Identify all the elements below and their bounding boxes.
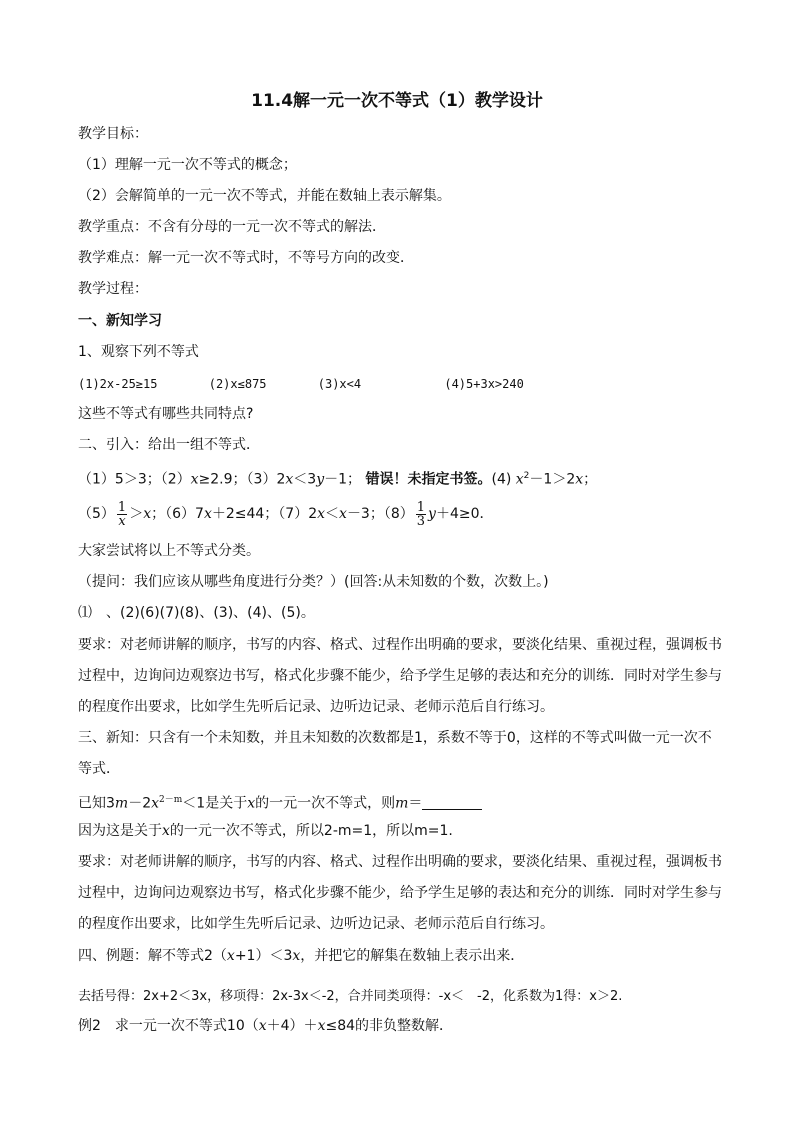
row1-text-a: （1）5＞3；（2） bbox=[78, 471, 191, 488]
groups-text: ⑴ 、(2)(6)(7)(8)、(3)、(4)、(5)。 bbox=[78, 605, 315, 621]
row1-text-k: －1＞2 bbox=[529, 471, 576, 488]
because-var-x: x bbox=[162, 823, 170, 839]
known-var-m2: m bbox=[395, 795, 409, 812]
solution-steps: 去括号得：2x+2＜3x，移项得：2x-3x＜-2，合并同类项得：-x＜ -2，化系数为1得：x＞2. bbox=[78, 989, 623, 1004]
inequality-row-1 bbox=[78, 466, 597, 490]
page-title: 11.4解一元一次不等式（1）教学设计 bbox=[251, 91, 543, 111]
requirement-2-line-1: 要求：对老师讲解的顺序，书写的内容、格式、过程作出明确的要求，要淡化结果、重视过程，强调板书 bbox=[78, 854, 722, 870]
fraction-1-denominator: x bbox=[118, 513, 126, 529]
known-text-a: 已知3 bbox=[78, 795, 115, 812]
known-var-m: m bbox=[114, 795, 129, 812]
key-point: 教学重点：不含有分母的一元一次不等式的解法． bbox=[78, 219, 386, 235]
requirement-2-line-2: 过程中，边询问边观察边书写，格式化步骤不能少，给予学生足够的表达和充分的训练．同时对学生参与 bbox=[78, 885, 722, 901]
row1-exponent: 2 bbox=[523, 471, 530, 481]
new-knowledge-line-2: 等式． bbox=[78, 761, 120, 777]
known-text-f: ＜1是关于 bbox=[182, 795, 248, 812]
inequality-list bbox=[78, 374, 524, 394]
row2-var-x4: x bbox=[339, 506, 347, 522]
row2-var-y: y bbox=[428, 506, 436, 522]
inequality-2: (2)x≤875 bbox=[208, 377, 267, 391]
inequality-4: (4)5+3x>240 bbox=[444, 377, 524, 391]
requirement-1-line-2: 过程中，边询问边观察边书写，格式化步骤不能少，给予学生足够的表达和充分的训练．同时对学生参与 bbox=[78, 668, 722, 684]
example-heading bbox=[78, 946, 524, 966]
row2-text-g: ＋2≤44；（7）2 bbox=[211, 506, 318, 522]
fraction-2-denominator: 3 bbox=[416, 513, 426, 529]
known-statement bbox=[78, 790, 482, 814]
fraction-2-numerator: 1 bbox=[416, 499, 426, 515]
intro-heading: 二、引入：给出一组不等式． bbox=[78, 437, 260, 453]
difficulty: 教学难点：解一元一次不等式时，不等号方向的改变． bbox=[78, 250, 414, 266]
row2-text-m: ＋4≥0． bbox=[435, 506, 494, 522]
example-text-a: 四、例题：解不等式2（ bbox=[78, 948, 227, 964]
row1-var-x: x bbox=[190, 471, 199, 488]
example2-text-c: ＋4）＋ bbox=[266, 1018, 318, 1034]
row2-text-d: ；（6）7 bbox=[151, 506, 204, 522]
process-heading: 教学过程： bbox=[78, 281, 148, 297]
example-text-c: +1）＜3 bbox=[234, 948, 293, 964]
row1-text-h: (4) bbox=[491, 471, 516, 488]
requirement-1-line-1: 要求：对老师讲解的顺序，书写的内容、格式、过程作出明确的要求，要淡化结果、重视过程，强调板书 bbox=[78, 637, 722, 653]
known-var-x2: x bbox=[247, 795, 256, 812]
example2-text-a: 例2 求一元一次不等式10（ bbox=[78, 1018, 259, 1034]
requirement-1-line-3: 的程度作出要求，比如学生先听后记录、边听边记录、老师示范后自行练习。 bbox=[78, 699, 554, 715]
row1-text-g: －1； bbox=[324, 471, 362, 488]
new-knowledge-line-1: 三、新知：只含有一个未知数，并且未知数的次数都是1，系数不等于0，这样的不等式叫做一元一次不 bbox=[78, 730, 712, 746]
because-text-a: 因为这是关于 bbox=[78, 823, 162, 839]
row2-var-x2: x bbox=[203, 506, 212, 522]
requirement-2-line-3: 的程度作出要求，比如学生先听后记录、边听边记录、老师示范后自行练习。 bbox=[78, 916, 554, 932]
inequality-3: (3)x<4 bbox=[317, 377, 362, 391]
example2-var-x: x bbox=[258, 1018, 267, 1034]
fraction-1-over-3 bbox=[416, 501, 426, 528]
question-text: （提问：我们应该从哪些角度进行分类？）(回答:从未知数的个数，次数上。) bbox=[78, 574, 549, 590]
because-text-c: 的一元一次不等式，所以2-m=1，所以m=1. bbox=[169, 823, 453, 839]
row1-text-m: ； bbox=[583, 471, 598, 488]
known-var-x: x bbox=[151, 795, 160, 812]
known-text-j: ＝ bbox=[408, 795, 423, 812]
row2-var-x: x bbox=[143, 506, 152, 522]
row2-text-b: ＞ bbox=[129, 506, 144, 522]
inequality-1: (1)2x-25≥15 bbox=[78, 377, 158, 391]
row2-text-k: －3；（8） bbox=[346, 506, 414, 522]
objectives-heading: 教学目标： bbox=[78, 126, 148, 142]
row2-text-a: （5） bbox=[78, 506, 115, 522]
inequality-row-2 bbox=[78, 500, 494, 528]
because-statement bbox=[78, 821, 453, 841]
section-heading-1: 一、新知学习 bbox=[78, 313, 162, 329]
row1-var-x4: x bbox=[575, 471, 584, 488]
example-text-e: ，并把它的解集在数轴上表示出来． bbox=[300, 948, 525, 964]
row1-text-c: ≥2.9；（3）2 bbox=[198, 471, 286, 488]
fraction-1-over-x bbox=[117, 501, 127, 528]
row2-var-x3: x bbox=[317, 506, 326, 522]
classify-text: 大家尝试将以上不等式分类。 bbox=[78, 543, 260, 559]
answer-blank bbox=[422, 795, 482, 810]
known-text-c: －2 bbox=[128, 795, 152, 812]
known-text-h: 的一元一次不等式，则 bbox=[255, 795, 396, 812]
observe-heading: 1、观察下列不等式 bbox=[78, 344, 199, 360]
known-exponent: 2－m bbox=[159, 795, 183, 805]
row1-var-y: y bbox=[316, 471, 325, 488]
objective-1: （1）理解一元一次不等式的概念； bbox=[78, 157, 297, 173]
example2-text-e: ≤84的非负整数解． bbox=[325, 1018, 454, 1034]
row1-var-x3: x bbox=[515, 471, 524, 488]
example-var-x2: x bbox=[292, 948, 301, 964]
example-var-x: x bbox=[226, 948, 235, 964]
common-question: 这些不等式有哪些共同特点? bbox=[78, 406, 254, 422]
objective-2: （2）会解简单的一元一次不等式，并能在数轴上表示解集。 bbox=[78, 188, 451, 204]
row2-text-i: ＜ bbox=[325, 506, 340, 522]
row1-var-x2: x bbox=[285, 471, 294, 488]
example-2 bbox=[78, 1016, 453, 1036]
fraction-1-numerator: 1 bbox=[117, 499, 127, 515]
error-bookmark-text: 错误！未指定书签。 bbox=[365, 471, 492, 488]
example2-var-x2: x bbox=[317, 1018, 326, 1034]
row1-text-e: ＜3 bbox=[293, 471, 317, 488]
